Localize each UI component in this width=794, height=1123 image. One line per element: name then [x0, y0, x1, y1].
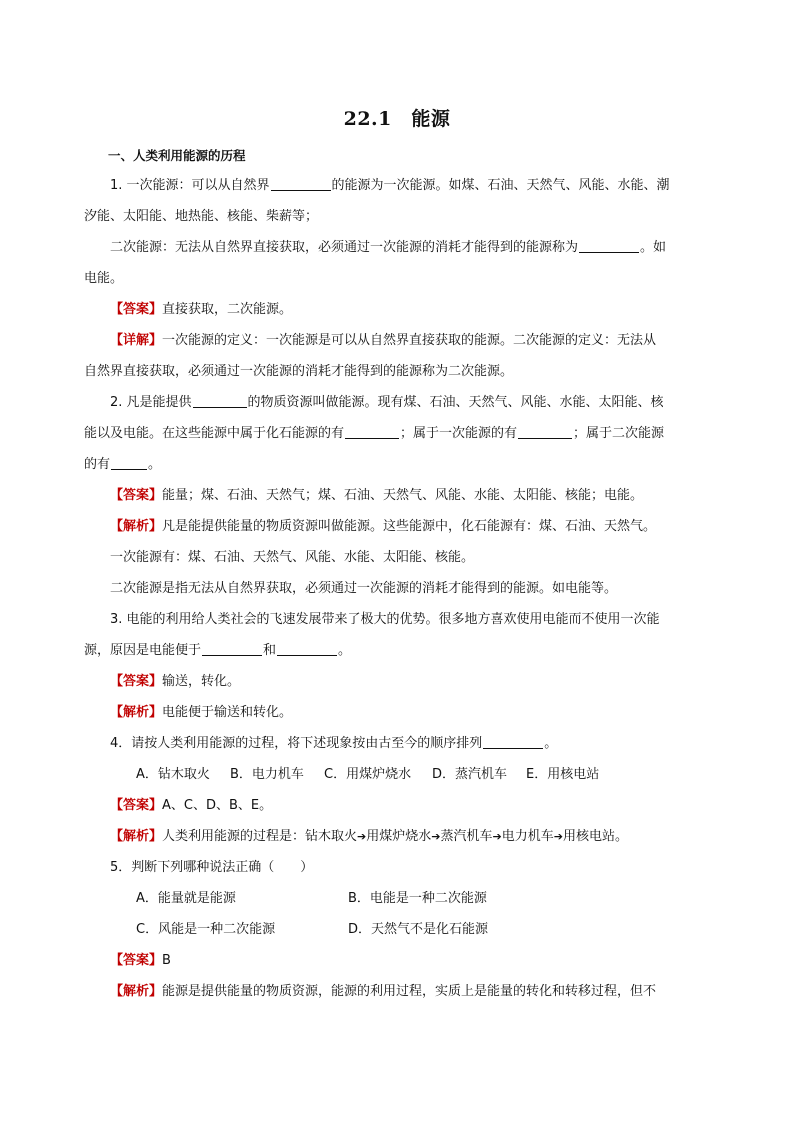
q5-option-a[interactable]: A．能量就是能源: [136, 891, 236, 906]
document-body: [84, 170, 710, 1007]
q3-text: 3. 电能的利用给人类社会的飞速发展带来了极大的优势。很多地方喜欢使用电能而不使用一次能: [110, 612, 660, 627]
q3-blank-1[interactable]: [202, 640, 262, 656]
answer-text: 输送，转化。: [162, 674, 241, 689]
q1-line-4: [84, 263, 710, 294]
q5-option-c[interactable]: C．风能是一种二次能源: [136, 922, 276, 937]
q2-blank-2[interactable]: [345, 423, 399, 439]
q1-text: 二次能源：无法从自然界直接获取，必须通过一次能源的消耗才能得到的能源称为: [110, 240, 579, 255]
section-heading: 一、人类利用能源的历程: [108, 148, 246, 163]
seq-item: 蒸汽机车: [440, 829, 493, 844]
q4-blank[interactable]: [483, 733, 543, 749]
analysis-tag: 【解析】: [110, 705, 163, 720]
detail-tag: 【详解】: [110, 333, 163, 348]
q1-blank-2[interactable]: [579, 237, 639, 253]
q2-text: ；属于二次能源: [573, 426, 665, 441]
analysis-text: 电能便于输送和转化。: [162, 705, 293, 720]
q5-options-row-2: [84, 914, 710, 945]
q4-analysis: [84, 821, 710, 852]
q1-blank-1[interactable]: [271, 175, 331, 191]
q4-text: 。: [544, 736, 558, 751]
q1-text: 。如: [640, 240, 667, 255]
q4-option-d[interactable]: D．蒸汽机车: [432, 767, 508, 782]
answer-text: 直接获取，二次能源。: [162, 302, 293, 317]
q3-line-1: [84, 604, 710, 635]
q4-stem: [84, 728, 710, 759]
q5-option-b[interactable]: B．电能是一种二次能源: [348, 891, 487, 906]
seq-item: 用核电站。: [562, 829, 628, 844]
q2-blank-3[interactable]: [518, 423, 572, 439]
q2-analysis-2: [84, 542, 710, 573]
analysis-tag: 【解析】: [110, 519, 163, 534]
analysis-text: 凡是能提供能量的物质资源叫做能源。这些能源中，化石能源有：煤、石油、天然气。: [162, 519, 657, 534]
seq-item: 用煤炉烧水: [366, 829, 432, 844]
q2-line-2: [84, 418, 710, 449]
seq-item: 电力机车: [501, 829, 554, 844]
q3-blank-2[interactable]: [277, 640, 337, 656]
q5-text: 5．判断下列哪种说法正确（ ）: [110, 860, 314, 875]
q3-text: 和: [263, 643, 277, 658]
q2-blank-4[interactable]: [111, 454, 147, 470]
detail-text: 一次能源的定义：一次能源是可以从自然界直接获取的能源。二次能源的定义：无法从: [162, 333, 657, 348]
q1-text: 汐能、太阳能、地热能、核能、柴薪等；: [84, 209, 319, 224]
q1-text: 1. 一次能源：可以从自然界: [110, 178, 270, 193]
detail-text: 自然界直接获取，必须通过一次能源的消耗才能得到的能源称为二次能源。: [84, 364, 514, 379]
analysis-tag: 【解析】: [110, 984, 163, 999]
answer-tag: 【答案】: [110, 953, 163, 968]
q5-options-row-1: [84, 883, 710, 914]
q2-text: 的物质资源叫做能源。现有煤、石油、天然气、风能、水能、太阳能、核: [247, 395, 664, 410]
q2-analysis-3: [84, 573, 710, 604]
answer-tag: 【答案】: [110, 488, 163, 503]
answer-tag: 【答案】: [110, 302, 163, 317]
q2-text: 的有: [84, 457, 111, 472]
q2-blank-1[interactable]: [193, 392, 247, 408]
page-title: 22.1 能源: [343, 108, 451, 130]
q2-text: 2. 凡是能提供: [110, 395, 192, 410]
analysis-tag: 【解析】: [110, 829, 163, 844]
q1-line-3: [84, 232, 710, 263]
q3-text: 源，原因是电能便于: [84, 643, 202, 658]
analysis-text: 二次能源是指无法从自然界获取，必须通过一次能源的消耗才能得到的能源。如电能等。: [110, 581, 618, 596]
q3-analysis: [84, 697, 710, 728]
q1-detail-1: [84, 325, 710, 356]
answer-text: A、C、D、B、E。: [162, 798, 273, 813]
q4-option-b[interactable]: B．电力机车: [230, 767, 304, 782]
q4-text: 4．请按人类利用能源的过程，将下述现象按由古至今的顺序排列: [110, 736, 483, 751]
q2-text: 。: [148, 457, 162, 472]
q2-text: ；属于一次能源的有: [400, 426, 518, 441]
q5-analysis: [84, 976, 710, 1007]
q4-option-a[interactable]: A．钻木取火: [136, 767, 210, 782]
q2-text: 能以及电能。在这些能源中属于化石能源的有: [84, 426, 345, 441]
analysis-text: 能源是提供能量的物质资源，能源的利用过程，实质上是能量的转化和转移过程，但不: [162, 984, 657, 999]
analysis-text: 一次能源有：煤、石油、天然气、风能、水能、太阳能、核能。: [110, 550, 475, 565]
q2-line-3: [84, 449, 710, 480]
q4-option-c[interactable]: C．用煤炉烧水: [324, 767, 412, 782]
q2-line-1: [84, 387, 710, 418]
answer-text: B: [162, 953, 171, 968]
answer-text: 能量；煤、石油、天然气；煤、石油、天然气、风能、水能、太阳能、核能；电能。: [162, 488, 644, 503]
q1-text: 电能。: [84, 271, 124, 286]
q2-analysis-1: [84, 511, 710, 542]
q4-option-e[interactable]: E．用核电站: [526, 767, 600, 782]
q1-answer: [84, 294, 710, 325]
q4-answer: [84, 790, 710, 821]
arrow-icon: ➔: [553, 830, 563, 843]
arrow-icon: ➔: [431, 830, 441, 843]
q1-text: 的能源为一次能源。如煤、石油、天然气、风能、水能、潮: [331, 178, 670, 193]
q4-options: [84, 759, 710, 790]
q1-line-2: [84, 201, 710, 232]
arrow-icon: ➔: [357, 830, 367, 843]
q2-answer: [84, 480, 710, 511]
answer-tag: 【答案】: [110, 674, 163, 689]
q5-answer: [84, 945, 710, 976]
arrow-icon: ➔: [492, 830, 502, 843]
q3-answer: [84, 666, 710, 697]
q5-option-d[interactable]: D．天然气不是化石能源: [348, 922, 489, 937]
answer-tag: 【答案】: [110, 798, 163, 813]
q3-line-2: [84, 635, 710, 666]
q3-text: 。: [338, 643, 352, 658]
q1-line-1: [84, 170, 710, 201]
q5-stem: [84, 852, 710, 883]
q1-detail-2: [84, 356, 710, 387]
analysis-text: 人类利用能源的过程是：: [162, 829, 306, 844]
seq-item: 钻木取火: [305, 829, 358, 844]
